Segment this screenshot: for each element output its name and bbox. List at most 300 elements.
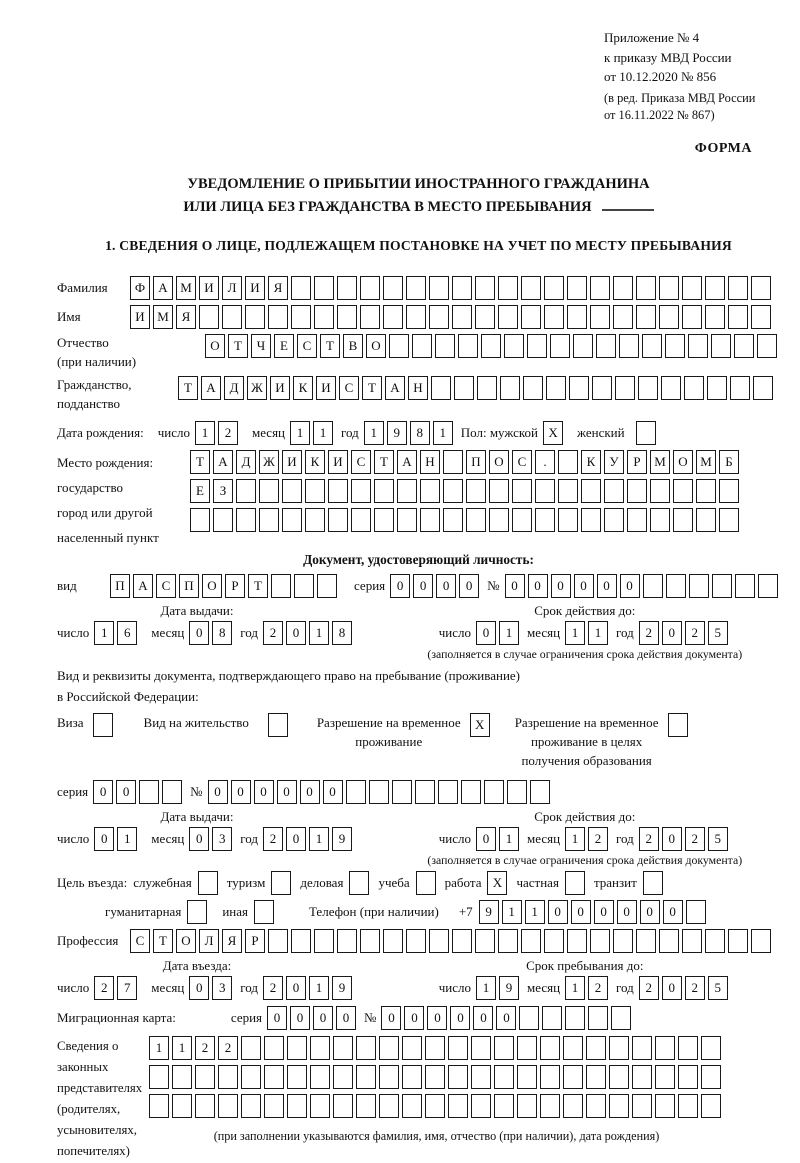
form-cell[interactable]: 1: [565, 621, 585, 645]
form-cell[interactable]: 0: [404, 1006, 424, 1030]
form-cell[interactable]: [452, 305, 472, 329]
form-cell[interactable]: [565, 1006, 585, 1030]
form-cell[interactable]: [282, 479, 302, 503]
form-cell[interactable]: И: [130, 305, 150, 329]
form-cell[interactable]: 1: [476, 976, 496, 1000]
purpose-business-checkbox[interactable]: [349, 871, 372, 895]
form-cell[interactable]: [259, 508, 279, 532]
form-cell[interactable]: [195, 1065, 215, 1089]
form-cell[interactable]: [149, 1094, 169, 1118]
form-cell[interactable]: [728, 929, 748, 953]
form-cell[interactable]: 1: [499, 621, 519, 645]
form-cell[interactable]: А: [397, 450, 417, 474]
form-cell[interactable]: П: [179, 574, 199, 598]
form-cell[interactable]: [415, 780, 435, 804]
form-cell[interactable]: [287, 1036, 307, 1060]
form-cell[interactable]: 5: [708, 827, 728, 851]
form-cell[interactable]: 1: [290, 421, 310, 445]
form-cell[interactable]: [521, 276, 541, 300]
form-cell[interactable]: [705, 929, 725, 953]
form-cell[interactable]: 0: [551, 574, 571, 598]
form-cell[interactable]: 3: [212, 827, 232, 851]
form-cell[interactable]: 9: [479, 900, 499, 924]
form-cell[interactable]: С: [130, 929, 150, 953]
form-cell[interactable]: [406, 276, 426, 300]
form-cell[interactable]: [402, 1094, 422, 1118]
purpose-transit-checkbox[interactable]: [643, 871, 666, 895]
form-cell[interactable]: 0: [254, 780, 274, 804]
form-cell[interactable]: 0: [597, 574, 617, 598]
form-cell[interactable]: [392, 780, 412, 804]
form-cell[interactable]: [236, 479, 256, 503]
form-cell[interactable]: 9: [332, 976, 352, 1000]
form-cell[interactable]: [527, 334, 547, 358]
form-cell[interactable]: [512, 479, 532, 503]
form-cell[interactable]: [757, 334, 777, 358]
purpose-humanitarian-checkbox[interactable]: [187, 900, 210, 924]
form-cell[interactable]: [333, 1065, 353, 1089]
form-cell[interactable]: [287, 1065, 307, 1089]
form-cell[interactable]: 0: [450, 1006, 470, 1030]
form-cell[interactable]: [471, 1036, 491, 1060]
form-cell[interactable]: 0: [413, 574, 433, 598]
form-cell[interactable]: [448, 1065, 468, 1089]
form-cell[interactable]: 0: [548, 900, 568, 924]
form-cell[interactable]: С: [339, 376, 359, 400]
form-cell[interactable]: 1: [364, 421, 384, 445]
purpose-study-checkbox[interactable]: [416, 871, 439, 895]
form-cell[interactable]: [317, 574, 337, 598]
form-cell[interactable]: [351, 508, 371, 532]
form-cell[interactable]: Е: [190, 479, 210, 503]
form-cell[interactable]: А: [133, 574, 153, 598]
form-cell[interactable]: [369, 780, 389, 804]
form-cell[interactable]: [758, 574, 778, 598]
form-cell[interactable]: 0: [528, 574, 548, 598]
form-cell[interactable]: [337, 305, 357, 329]
form-cell[interactable]: [448, 1094, 468, 1118]
form-cell[interactable]: [655, 1094, 675, 1118]
form-cell[interactable]: [425, 1094, 445, 1118]
form-cell[interactable]: 0: [277, 780, 297, 804]
form-cell[interactable]: X: [543, 421, 563, 445]
form-cell[interactable]: [199, 305, 219, 329]
form-cell[interactable]: 8: [212, 621, 232, 645]
purpose-tourism-checkbox[interactable]: [271, 871, 294, 895]
form-cell[interactable]: [429, 305, 449, 329]
form-cell[interactable]: [563, 1036, 583, 1060]
form-cell[interactable]: [650, 508, 670, 532]
form-cell[interactable]: Р: [225, 574, 245, 598]
form-cell[interactable]: [588, 1006, 608, 1030]
form-cell[interactable]: [291, 305, 311, 329]
form-cell[interactable]: 0: [290, 1006, 310, 1030]
form-cell[interactable]: [689, 574, 709, 598]
form-cell[interactable]: 0: [286, 827, 306, 851]
form-cell[interactable]: [477, 376, 497, 400]
form-cell[interactable]: И: [245, 276, 265, 300]
form-cell[interactable]: Ж: [259, 450, 279, 474]
form-cell[interactable]: И: [199, 276, 219, 300]
form-cell[interactable]: И: [316, 376, 336, 400]
form-cell[interactable]: Я: [176, 305, 196, 329]
form-cell[interactable]: [412, 334, 432, 358]
form-cell[interactable]: Т: [190, 450, 210, 474]
form-cell[interactable]: [475, 276, 495, 300]
form-cell[interactable]: [259, 479, 279, 503]
form-cell[interactable]: Ч: [251, 334, 271, 358]
form-cell[interactable]: 6: [117, 621, 137, 645]
form-cell[interactable]: 9: [387, 421, 407, 445]
form-cell[interactable]: [678, 1094, 698, 1118]
form-cell[interactable]: [431, 376, 451, 400]
form-cell[interactable]: [481, 334, 501, 358]
form-cell[interactable]: 2: [685, 621, 705, 645]
form-cell[interactable]: Н: [408, 376, 428, 400]
form-cell[interactable]: [535, 508, 555, 532]
form-cell[interactable]: [389, 334, 409, 358]
form-cell[interactable]: [498, 305, 518, 329]
form-cell[interactable]: 1: [117, 827, 137, 851]
form-cell[interactable]: [310, 1065, 330, 1089]
form-cell[interactable]: [751, 305, 771, 329]
form-cell[interactable]: [504, 334, 524, 358]
form-cell[interactable]: С: [351, 450, 371, 474]
form-cell[interactable]: [696, 479, 716, 503]
form-cell[interactable]: [563, 1094, 583, 1118]
form-cell[interactable]: К: [293, 376, 313, 400]
form-cell[interactable]: 2: [263, 621, 283, 645]
form-cell[interactable]: [349, 871, 369, 895]
form-cell[interactable]: [402, 1036, 422, 1060]
form-cell[interactable]: 2: [218, 421, 238, 445]
form-cell[interactable]: С: [156, 574, 176, 598]
form-cell[interactable]: [567, 276, 587, 300]
form-cell[interactable]: [268, 713, 288, 737]
form-cell[interactable]: [356, 1065, 376, 1089]
form-cell[interactable]: [291, 929, 311, 953]
form-cell[interactable]: 0: [286, 621, 306, 645]
form-cell[interactable]: [613, 276, 633, 300]
form-cell[interactable]: [383, 305, 403, 329]
form-cell[interactable]: 0: [571, 900, 591, 924]
form-cell[interactable]: М: [696, 450, 716, 474]
form-cell[interactable]: Т: [362, 376, 382, 400]
form-cell[interactable]: 0: [267, 1006, 287, 1030]
form-cell[interactable]: 9: [332, 827, 352, 851]
form-cell[interactable]: [530, 780, 550, 804]
form-cell[interactable]: [218, 1065, 238, 1089]
form-cell[interactable]: [558, 450, 578, 474]
form-cell[interactable]: 1: [499, 827, 519, 851]
form-cell[interactable]: [452, 276, 472, 300]
form-cell[interactable]: [425, 1065, 445, 1089]
form-cell[interactable]: [241, 1065, 261, 1089]
form-cell[interactable]: 2: [639, 827, 659, 851]
form-cell[interactable]: [523, 376, 543, 400]
form-cell[interactable]: 0: [427, 1006, 447, 1030]
form-cell[interactable]: [438, 780, 458, 804]
form-cell[interactable]: 0: [93, 780, 113, 804]
form-cell[interactable]: Н: [420, 450, 440, 474]
form-cell[interactable]: [688, 334, 708, 358]
form-cell[interactable]: [673, 479, 693, 503]
form-cell[interactable]: [383, 929, 403, 953]
form-cell[interactable]: [333, 1036, 353, 1060]
form-cell[interactable]: 0: [336, 1006, 356, 1030]
form-cell[interactable]: [507, 780, 527, 804]
form-cell[interactable]: [494, 1065, 514, 1089]
form-cell[interactable]: 2: [218, 1036, 238, 1060]
form-cell[interactable]: [590, 305, 610, 329]
form-cell[interactable]: [498, 276, 518, 300]
form-cell[interactable]: 0: [94, 827, 114, 851]
form-cell[interactable]: 0: [390, 574, 410, 598]
form-cell[interactable]: [581, 508, 601, 532]
form-cell[interactable]: 1: [433, 421, 453, 445]
form-cell[interactable]: [705, 276, 725, 300]
form-cell[interactable]: [613, 929, 633, 953]
form-cell[interactable]: [642, 334, 662, 358]
form-cell[interactable]: 0: [189, 827, 209, 851]
form-cell[interactable]: П: [466, 450, 486, 474]
form-cell[interactable]: [728, 276, 748, 300]
form-cell[interactable]: Ж: [247, 376, 267, 400]
form-cell[interactable]: 0: [662, 827, 682, 851]
form-cell[interactable]: [397, 479, 417, 503]
form-cell[interactable]: 0: [476, 827, 496, 851]
form-cell[interactable]: 2: [195, 1036, 215, 1060]
form-cell[interactable]: 0: [496, 1006, 516, 1030]
form-cell[interactable]: [751, 929, 771, 953]
form-cell[interactable]: [397, 508, 417, 532]
form-cell[interactable]: 0: [323, 780, 343, 804]
form-cell[interactable]: [458, 334, 478, 358]
form-cell[interactable]: К: [581, 450, 601, 474]
form-cell[interactable]: [638, 376, 658, 400]
form-cell[interactable]: [558, 479, 578, 503]
form-cell[interactable]: [406, 305, 426, 329]
form-cell[interactable]: [719, 479, 739, 503]
form-cell[interactable]: [383, 276, 403, 300]
sex-female-checkbox[interactable]: [636, 421, 659, 445]
form-cell[interactable]: [540, 1065, 560, 1089]
form-cell[interactable]: [416, 871, 436, 895]
form-cell[interactable]: [241, 1036, 261, 1060]
form-cell[interactable]: Д: [236, 450, 256, 474]
form-cell[interactable]: [712, 574, 732, 598]
form-cell[interactable]: [544, 305, 564, 329]
form-cell[interactable]: [443, 450, 463, 474]
form-cell[interactable]: [305, 479, 325, 503]
form-cell[interactable]: Ф: [130, 276, 150, 300]
form-cell[interactable]: [241, 1094, 261, 1118]
form-cell[interactable]: [466, 508, 486, 532]
form-cell[interactable]: Р: [245, 929, 265, 953]
form-cell[interactable]: 7: [117, 976, 137, 1000]
form-cell[interactable]: [351, 479, 371, 503]
form-cell[interactable]: [360, 305, 380, 329]
form-cell[interactable]: Я: [222, 929, 242, 953]
form-cell[interactable]: [696, 508, 716, 532]
form-cell[interactable]: 0: [663, 900, 683, 924]
form-cell[interactable]: 1: [309, 827, 329, 851]
form-cell[interactable]: [310, 1036, 330, 1060]
form-cell[interactable]: [517, 1094, 537, 1118]
form-cell[interactable]: [586, 1094, 606, 1118]
form-cell[interactable]: [406, 929, 426, 953]
form-cell[interactable]: 1: [565, 976, 585, 1000]
form-cell[interactable]: [573, 334, 593, 358]
form-cell[interactable]: 2: [263, 827, 283, 851]
form-cell[interactable]: [643, 574, 663, 598]
form-cell[interactable]: Т: [153, 929, 173, 953]
residence-permit-checkbox[interactable]: [268, 713, 291, 737]
form-cell[interactable]: [682, 305, 702, 329]
form-cell[interactable]: Т: [320, 334, 340, 358]
form-cell[interactable]: [268, 929, 288, 953]
form-cell[interactable]: 8: [332, 621, 352, 645]
form-cell[interactable]: 0: [594, 900, 614, 924]
form-cell[interactable]: [245, 305, 265, 329]
form-cell[interactable]: [753, 376, 773, 400]
form-cell[interactable]: 1: [172, 1036, 192, 1060]
sex-male-checkbox[interactable]: [543, 421, 566, 445]
form-cell[interactable]: 1: [149, 1036, 169, 1060]
form-cell[interactable]: X: [487, 871, 507, 895]
form-cell[interactable]: [172, 1094, 192, 1118]
form-cell[interactable]: 0: [476, 621, 496, 645]
form-cell[interactable]: 0: [231, 780, 251, 804]
form-cell[interactable]: 2: [588, 976, 608, 1000]
form-cell[interactable]: [581, 479, 601, 503]
form-cell[interactable]: [222, 305, 242, 329]
form-cell[interactable]: М: [650, 450, 670, 474]
form-cell[interactable]: [461, 780, 481, 804]
form-cell[interactable]: 0: [116, 780, 136, 804]
form-cell[interactable]: [613, 305, 633, 329]
form-cell[interactable]: 1: [309, 621, 329, 645]
visa-checkbox[interactable]: [93, 713, 116, 737]
form-cell[interactable]: Т: [178, 376, 198, 400]
form-cell[interactable]: [264, 1065, 284, 1089]
form-cell[interactable]: [719, 508, 739, 532]
temp-residence-edu-checkbox[interactable]: [668, 713, 691, 737]
form-cell[interactable]: С: [297, 334, 317, 358]
form-cell[interactable]: [735, 574, 755, 598]
form-cell[interactable]: А: [201, 376, 221, 400]
form-cell[interactable]: Р: [627, 450, 647, 474]
form-cell[interactable]: [448, 1036, 468, 1060]
form-cell[interactable]: О: [176, 929, 196, 953]
form-cell[interactable]: [195, 1094, 215, 1118]
form-cell[interactable]: [475, 929, 495, 953]
form-cell[interactable]: 1: [309, 976, 329, 1000]
form-cell[interactable]: 0: [620, 574, 640, 598]
form-cell[interactable]: [379, 1094, 399, 1118]
form-cell[interactable]: 5: [708, 976, 728, 1000]
form-cell[interactable]: И: [282, 450, 302, 474]
form-cell[interactable]: О: [489, 450, 509, 474]
form-cell[interactable]: [627, 508, 647, 532]
form-cell[interactable]: [707, 376, 727, 400]
form-cell[interactable]: [632, 1094, 652, 1118]
form-cell[interactable]: [665, 334, 685, 358]
form-cell[interactable]: [360, 276, 380, 300]
form-cell[interactable]: [517, 1036, 537, 1060]
form-cell[interactable]: [264, 1094, 284, 1118]
form-cell[interactable]: 1: [565, 827, 585, 851]
form-cell[interactable]: 0: [662, 976, 682, 1000]
form-cell[interactable]: [268, 305, 288, 329]
form-cell[interactable]: [282, 508, 302, 532]
form-cell[interactable]: И: [270, 376, 290, 400]
form-cell[interactable]: X: [470, 713, 490, 737]
form-cell[interactable]: [609, 1036, 629, 1060]
form-cell[interactable]: [705, 305, 725, 329]
form-cell[interactable]: 2: [685, 976, 705, 1000]
form-cell[interactable]: [701, 1065, 721, 1089]
form-cell[interactable]: [333, 1094, 353, 1118]
form-cell[interactable]: Б: [719, 450, 739, 474]
form-cell[interactable]: [632, 1036, 652, 1060]
form-cell[interactable]: [682, 276, 702, 300]
form-cell[interactable]: [93, 713, 113, 737]
form-cell[interactable]: [643, 871, 663, 895]
form-cell[interactable]: [678, 1065, 698, 1089]
form-cell[interactable]: [604, 479, 624, 503]
form-cell[interactable]: 0: [574, 574, 594, 598]
form-cell[interactable]: [558, 508, 578, 532]
form-cell[interactable]: 0: [286, 976, 306, 1000]
form-cell[interactable]: [655, 1065, 675, 1089]
form-cell[interactable]: 1: [588, 621, 608, 645]
form-cell[interactable]: [632, 1065, 652, 1089]
form-cell[interactable]: [402, 1065, 422, 1089]
purpose-work-checkbox[interactable]: [487, 871, 510, 895]
form-cell[interactable]: 0: [208, 780, 228, 804]
form-cell[interactable]: [190, 508, 210, 532]
form-cell[interactable]: [149, 1065, 169, 1089]
form-cell[interactable]: [435, 334, 455, 358]
form-cell[interactable]: П: [110, 574, 130, 598]
form-cell[interactable]: [636, 929, 656, 953]
form-cell[interactable]: 0: [313, 1006, 333, 1030]
purpose-other-checkbox[interactable]: [254, 900, 277, 924]
form-cell[interactable]: [609, 1065, 629, 1089]
form-cell[interactable]: [379, 1065, 399, 1089]
form-cell[interactable]: [730, 376, 750, 400]
form-cell[interactable]: [686, 900, 706, 924]
form-cell[interactable]: [291, 276, 311, 300]
form-cell[interactable]: С: [512, 450, 532, 474]
form-cell[interactable]: [198, 871, 218, 895]
form-cell[interactable]: [498, 929, 518, 953]
form-cell[interactable]: [420, 508, 440, 532]
form-cell[interactable]: Т: [374, 450, 394, 474]
form-cell[interactable]: 3: [212, 976, 232, 1000]
form-cell[interactable]: [701, 1036, 721, 1060]
form-cell[interactable]: З: [213, 479, 233, 503]
form-cell[interactable]: [172, 1065, 192, 1089]
form-cell[interactable]: [542, 1006, 562, 1030]
form-cell[interactable]: А: [213, 450, 233, 474]
form-cell[interactable]: [494, 1094, 514, 1118]
form-cell[interactable]: [751, 276, 771, 300]
form-cell[interactable]: [314, 929, 334, 953]
form-cell[interactable]: [586, 1036, 606, 1060]
form-cell[interactable]: К: [305, 450, 325, 474]
